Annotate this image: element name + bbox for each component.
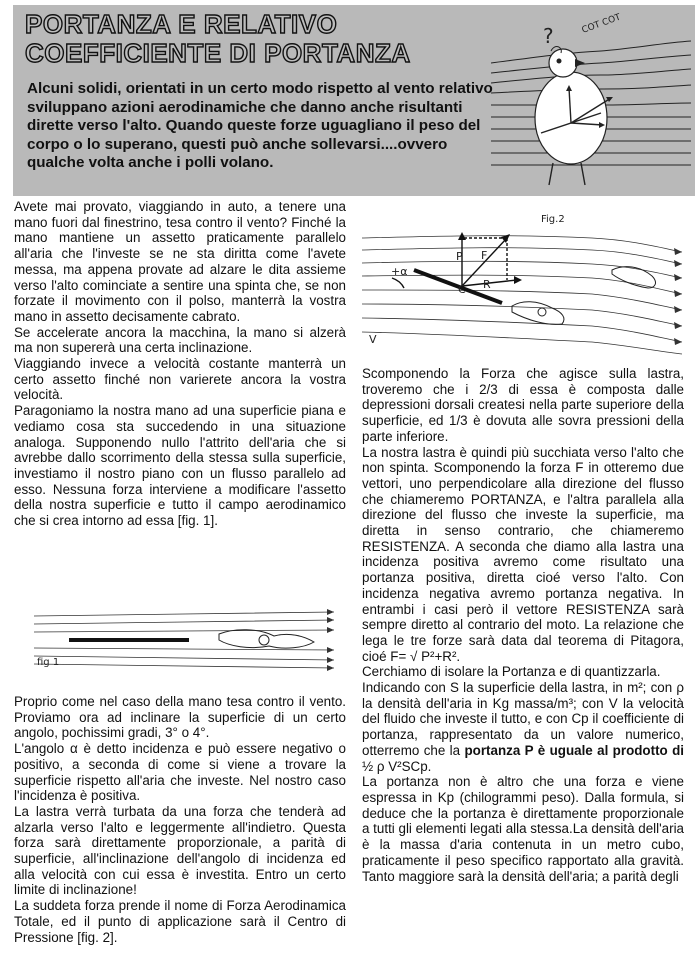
paragraph: La nostra lastra è quindi più succhiata verso l'alto che non spinta. Scomponendo la forza F in otteremo due vettori, uno perpendicolare alla direzione del flusso che chiameremo PORTANZA, e l'altra parallela alla direzione del flusso che investe la superficie, ma diretta in senso contrario, che chiameremo RESISTENZA. A seconda che diamo alla lastra una incidenza positiva avremo come risultato una portanza positiva, diretta cioé verso l'alto. Con incidenza negativa avremo portanza negativa. In entrambi i casi però il vettore RESISTENZA sarà sempre diretto al contrario del moto. La relazione che lega le tre forze sarà data dal teorema di Pitagora, cioé F= √ P²+R². (362, 444, 684, 664)
paragraph: Paragoniamo la nostra mano ad una superficie piana e vediamo cosa sta succedendo in una situazione analoga. Supponendo nullo l'attrito dell'aria che si avrebbe dallo scorrimento della stessa sulla superficie, investiamo il nostro piano con un flusso parallelo ad esso. Nessuna forza interviene a modificare l'assetto della nostra superficie e tutto il campo aerodinamico che si crea intorno ad essa [fig. 1]. (14, 403, 346, 529)
chicken-illustration (491, 13, 691, 191)
header-banner (13, 5, 695, 196)
paragraph: Se accelerate ancora la macchina, la mano si alzerà ma non supererà una certa inclinazione. (14, 324, 346, 356)
fig2-letter-r: R (483, 278, 491, 291)
paragraph: La lastra verrà turbata da una forza che tenderà ad alzarla verso l'alto e leggermente all'indietro. Questa forza sarà direttamente proporzionale, a parità di superficie, all'inclinazione dell'angolo di incidenza ed alla velocità con cui essa è investita. Entro un certo limite di inclinazione! (14, 803, 346, 898)
paragraph (362, 680, 684, 774)
paragraph: Scomponendo la Forza che agisce sulla lastra, troveremo che i 2/3 di essa è composta dalle depressioni dorsali createsi nella parte superiore della superficie, ed 1/3 è dovuta alle sovra pressioni della parte inferiore. (362, 366, 684, 444)
left-column-top (14, 199, 346, 529)
figure-1-flat-plate (14, 598, 346, 676)
right-column (362, 366, 684, 884)
title-line-1: PORTANZA E RELATIVO (25, 9, 338, 39)
left-column-bottom (14, 694, 346, 945)
fig2-letter-f: F (481, 249, 488, 262)
formula-intro: Indicando con S la superficie della lastra, in m²; con ρ la densità dell'aria in Kg massa/m³; con V la velocità del fluido che investe il tutto, e con Cp il coefficiente di portanza, rappresentato da un valore numerico, otterremo che la (362, 680, 684, 758)
svg-text:?: ? (543, 24, 554, 48)
fig2-letter-c: C (458, 283, 466, 296)
paragraph: Viaggiando invece a velocità costante manterrà un certo assetto finché non varierete ancora la vostra velocità. (14, 356, 346, 403)
paragraph: L'angolo α è detto incidenza e può essere negativo o positivo, a seconda di come si viene a trovare la superficie rispetto all'aria che investe. Nel nostro caso l'incidenza è positiva. (14, 741, 346, 804)
article-title (25, 10, 495, 68)
chicken-speech: COT COT (580, 13, 623, 36)
fig2-letter-v: V (369, 333, 377, 346)
figure-1-label: fig 1 (37, 657, 60, 668)
fig2-letter-p: P (456, 250, 463, 263)
figure-2-inclined-plate (362, 208, 684, 358)
formula-bold: portanza P è uguale al prodotto di (464, 742, 684, 758)
formula-text: ½ ρ V²SCp. (362, 758, 432, 774)
plate-shape (69, 638, 189, 642)
figure-2-label: Fig.2 (541, 214, 565, 225)
fig2-letter-alpha: +α (391, 265, 408, 278)
article-subtitle: Alcuni solidi, orientati in un certo modo rispetto al vento relativo sviluppano azioni aerodinamiche che danno anche risultanti dirette verso l'alto. Quando queste forze uguagliano il peso del corpo o lo superano, questi può anche sollevarsi....ovvero qualche volta anche i polli volano. (27, 80, 493, 172)
paragraph: Proprio come nel caso della mano tesa contro il vento. Proviamo ora ad inclinare la superficie di un certo angolo, pochissimi gradi, 3° o 4°. (14, 694, 346, 741)
title-line-2: COEFFICIENTE DI PORTANZA (25, 38, 411, 68)
paragraph: Avete mai provato, viaggiando in auto, a tenere una mano fuori dal finestrino, tesa contro il vento? Finché la mano mantiene un assetto praticamente parallelo all'aria che l'investe se ne sta diritta come l'avete messa, ma appena provate ad alzare le dita assieme verso l'alto cominciate a sentire una spinta che, se non forzate il movimento con il polso, manterrà la vostra mano in assetto decisamente cabrato. (14, 199, 346, 324)
paragraph: La suddeta forza prende il nome di Forza Aerodinamica Totale, ed il punto di applicazione sarà il Centro di Pressione [fig. 2]. (14, 898, 346, 945)
paragraph: Cerchiamo di isolare la Portanza e di quantizzarla. (362, 664, 661, 680)
paragraph: La portanza non è altro che una forza e viene espressa in Kp (chilogrammi peso). Dalla formula, si deduce che la portanza è direttamente proporzionale a tutti gli elementi legati alla stessa.La densità dell'aria è la massa d'aria contenuta in un metro cubo, praticamente il peso specifico rapportato alla gravità. Tanto maggiore sarà la densità dell'aria; a parità degli (362, 774, 684, 884)
